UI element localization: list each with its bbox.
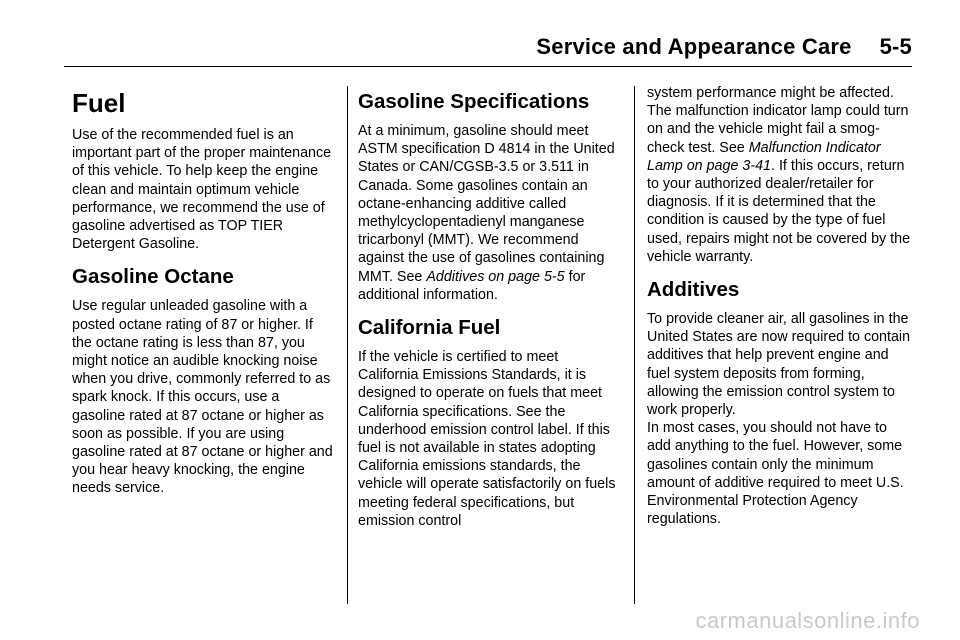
header-rule — [64, 66, 912, 67]
paragraph-fuel: Use of the recommended fuel is an important part of the proper maintenance of this vehicle. To help keep the engine clean and maintain optimum vehicle performance, we recommend the use of gasoline advertised as TOP TIER Detergent Gasoline. — [72, 127, 332, 253]
page-number: 5-5 — [879, 34, 912, 59]
cont-text-a: system performance might be affected. The malfunction indicator lamp could turn on and the vehicle might fail a smog-check test. See — [647, 85, 909, 156]
paragraph-additives-2: In most cases, you should not have to add anything to the fuel. However, some gasolines contain only the minimum amount of additive required to meet U.S. Environmental Protection Agency regulations. — [647, 420, 904, 528]
paragraph-additives-1: To provide cleaner air, all gasolines in the United States are now required to contain additives that help prevent engine and fuel system deposits from forming, allowing the emission control system to work properly. — [647, 311, 911, 419]
page-header — [536, 34, 912, 60]
paragraph-gasoline-specifications — [358, 122, 622, 304]
column-3 — [647, 84, 911, 540]
heading-gasoline-octane: Gasoline Octane — [72, 265, 234, 289]
spec-text-a: At a minimum, gasoline should meet ASTM specification D 4814 in the United States or CAN/CGSB-3.5 or 3.511 in Canada. Some gasolines contain an octane-enhancing additive called methylcyclopentadienyl manganese tricarbonyl (MMT). We recommend against the use of gasolines containing MMT. See — [358, 123, 615, 285]
link-additives[interactable]: Additives on page 5-5 — [426, 268, 565, 285]
spec-text-b: for additional information. — [358, 268, 586, 303]
column-2 — [358, 84, 622, 530]
heading-gasoline-specifications: Gasoline Specifications — [358, 90, 590, 113]
paragraph-continued — [647, 84, 911, 266]
heading-california-fuel: California Fuel — [358, 316, 501, 340]
paragraph-california-fuel: If the vehicle is certified to meet California Emissions Standards, it is designed to operate on fuels that meet California specifications. See the underhood emission control label. If this fuel is not available in states adopting California emissions standards, the vehicle will operate satisfactorily on fuels meeting federal specifications, but emission control — [358, 349, 616, 529]
section-title: Service and Appearance Care — [536, 34, 852, 59]
column-1 — [72, 84, 336, 510]
column-divider-2 — [634, 86, 635, 604]
link-malfunction-indicator-lamp[interactable]: Malfunction Indicator Lamp on page 3-41 — [647, 139, 881, 174]
column-divider-1 — [347, 86, 348, 604]
cont-text-b: . If this occurs, return to your authorized dealer/retailer for diagnosis. If it is determined that the condition is caused by the type of fuel used, repairs might not be covered by the vehicle warranty. — [647, 157, 911, 265]
footer-watermark: carmanualsonline.info — [695, 608, 920, 633]
heading-fuel: Fuel — [72, 88, 126, 118]
heading-additives: Additives — [647, 278, 740, 302]
paragraph-gasoline-octane: Use regular unleaded gasoline with a posted octane rating of 87 or higher. If the octane rating is less than 87, you might notice an audible knocking noise when you drive, commonly referred to as spark knock. If this occurs, use a gasoline rated at 87 octane or higher as soon as possible. If you are using gasoline rated at 87 octane or higher and you hear heavy knocking, the engine needs service. — [72, 298, 333, 497]
